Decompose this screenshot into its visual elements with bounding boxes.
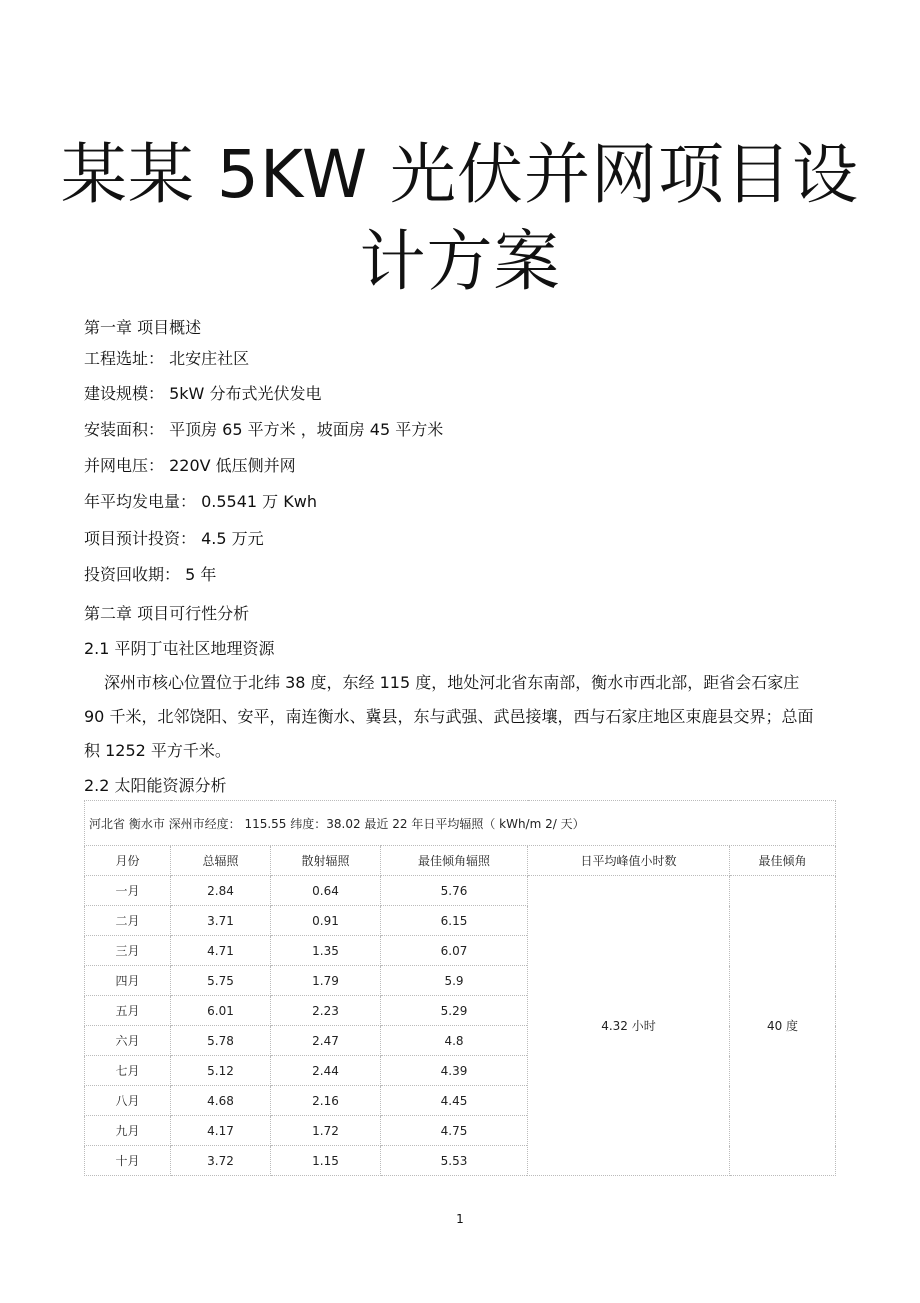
table-cell: 6.15 <box>381 906 528 936</box>
table-cell: 八月 <box>85 1086 171 1116</box>
table-cell: 二月 <box>85 906 171 936</box>
table-cell: 5.75 <box>171 966 271 996</box>
table-cell: 4.68 <box>171 1086 271 1116</box>
best-angle-cell: 40 度 <box>730 876 836 1176</box>
chapter-1-heading: 第一章 项目概述 <box>84 318 202 337</box>
title-line-1: 某某 5KW 光伏并网项目设 <box>60 136 860 213</box>
table-cell: 1.72 <box>271 1116 381 1146</box>
table-row <box>85 876 836 906</box>
table-cell: 5.12 <box>171 1056 271 1086</box>
title-line-2: 计方案 <box>359 223 561 300</box>
table-cell: 4.17 <box>171 1116 271 1146</box>
payback-line: 投资回收期： 5 年 <box>84 565 217 584</box>
table-cell: 6.01 <box>171 996 271 1026</box>
table-cell: 5.76 <box>381 876 528 906</box>
section-2-2-heading: 2.2 太阳能资源分析 <box>84 776 227 795</box>
table-cell: 5.53 <box>381 1146 528 1176</box>
table-cell: 4.45 <box>381 1086 528 1116</box>
table-cell: 三月 <box>85 936 171 966</box>
table-cell: 6.07 <box>381 936 528 966</box>
table-header-row <box>85 846 836 876</box>
header-best-angle: 最佳倾角 <box>730 846 836 876</box>
table-cell: 九月 <box>85 1116 171 1146</box>
table-cell: 2.16 <box>271 1086 381 1116</box>
table-cell: 4.71 <box>171 936 271 966</box>
section-2-1-heading: 2.1 平阴丁屯社区地理资源 <box>84 639 275 658</box>
table-cell: 5.9 <box>381 966 528 996</box>
chapter-2-heading: 第二章 项目可行性分析 <box>84 604 250 623</box>
table-cell: 4.39 <box>381 1056 528 1086</box>
table-cell: 四月 <box>85 966 171 996</box>
table-cell: 2.84 <box>171 876 271 906</box>
table-cell: 5.78 <box>171 1026 271 1056</box>
page-number: 1 <box>456 1212 464 1226</box>
table-cell: 1.79 <box>271 966 381 996</box>
table-cell: 2.23 <box>271 996 381 1026</box>
table-cell: 七月 <box>85 1056 171 1086</box>
geography-paragraph: 深州市核心位置位于北纬 38 度，东经 115 度，地处河北省东南部，衡水市西北部，距省会石家庄 90 千米，北邻饶阳、安平，南连衡水、冀县，东与武强、武邑接壤，西与石家庄地区束鹿县交界；总面积 1252 平方千米。 <box>84 673 814 760</box>
table-cell: 5.29 <box>381 996 528 1026</box>
investment-line: 项目预计投资： 4.5 万元 <box>84 529 264 548</box>
header-month: 月份 <box>85 846 171 876</box>
table-cell: 1.35 <box>271 936 381 966</box>
voltage-line: 并网电压： 220V 低压侧并网 <box>84 456 296 475</box>
table-cell: 六月 <box>85 1026 171 1056</box>
table-cell: 0.91 <box>271 906 381 936</box>
table-caption: 河北省 衡水市 深州市经度： 115.55 纬度：38.02 最近 22 年日平均辐照（ kWh/m 2/ 天） <box>85 801 836 846</box>
table-cell: 3.71 <box>171 906 271 936</box>
table-cell: 十月 <box>85 1146 171 1176</box>
table-cell: 五月 <box>85 996 171 1026</box>
table-cell: 2.44 <box>271 1056 381 1086</box>
scale-line: 建设规模： 5kW 分布式光伏发电 <box>84 384 322 403</box>
header-total: 总辐照 <box>171 846 271 876</box>
header-best-angle-irradiance: 最佳倾角辐照 <box>381 846 528 876</box>
table-cell: 4.8 <box>381 1026 528 1056</box>
peak-hours-cell: 4.32 小时 <box>528 876 730 1176</box>
generation-line: 年平均发电量： 0.5541 万 Kwh <box>84 492 317 511</box>
site-line: 工程选址： 北安庄社区 <box>84 349 250 368</box>
table-cell: 3.72 <box>171 1146 271 1176</box>
solar-resource-table <box>84 800 836 1176</box>
table-cell: 0.64 <box>271 876 381 906</box>
header-diffuse: 散射辐照 <box>271 846 381 876</box>
table-cell: 2.47 <box>271 1026 381 1056</box>
area-line: 安装面积： 平顶房 65 平方米 ，坡面房 45 平方米 <box>84 420 444 439</box>
table-cell: 4.75 <box>381 1116 528 1146</box>
table-cell: 1.15 <box>271 1146 381 1176</box>
header-peak-hours: 日平均峰值小时数 <box>528 846 730 876</box>
table-cell: 一月 <box>85 876 171 906</box>
